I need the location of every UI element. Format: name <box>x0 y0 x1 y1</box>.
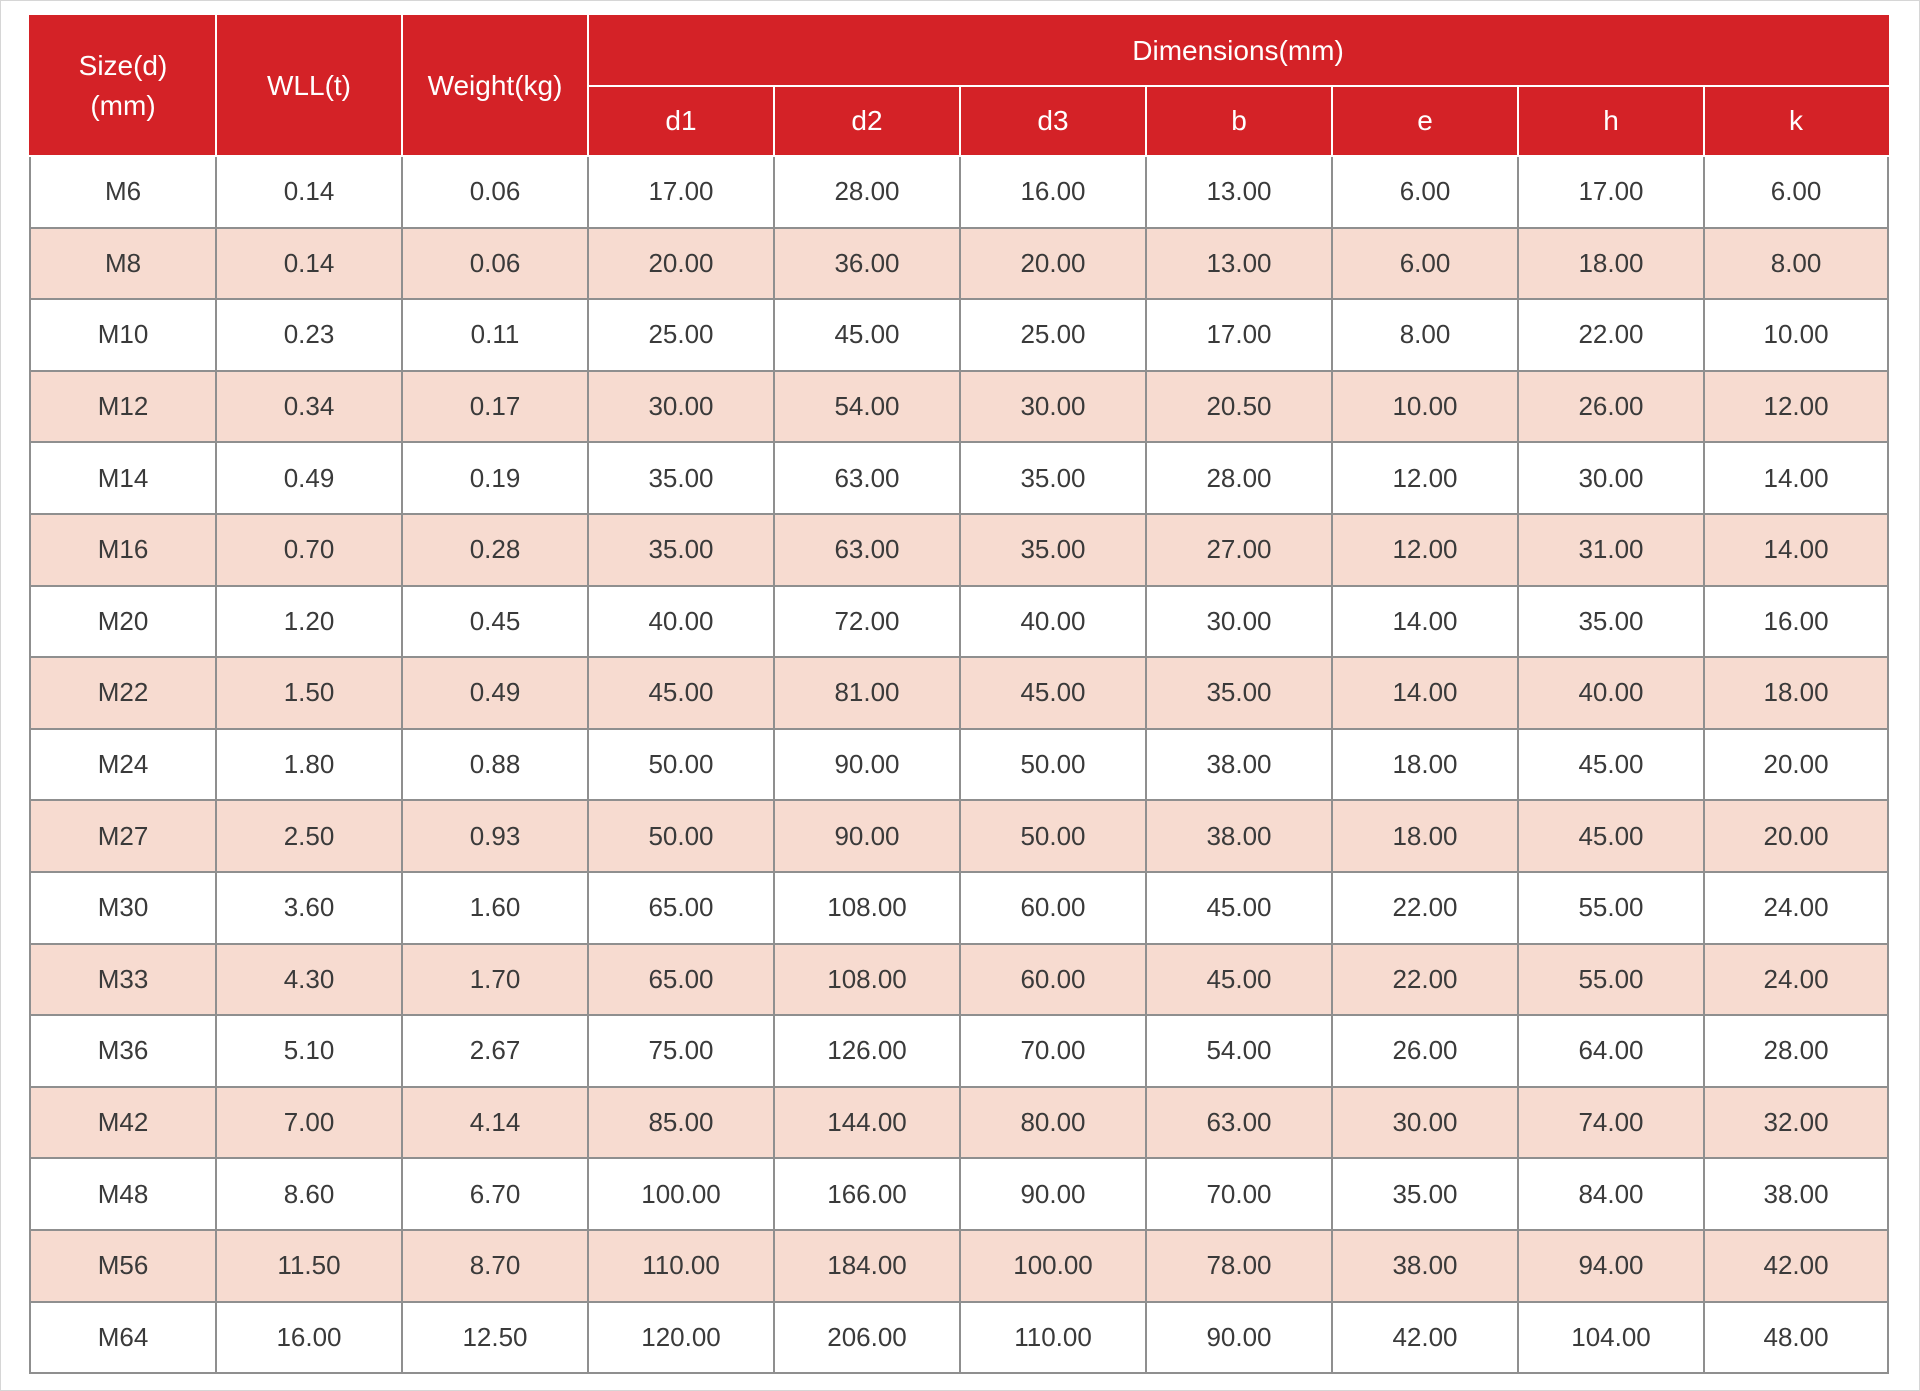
cell-d1: 20.00 <box>588 228 774 300</box>
cell-weight: 0.19 <box>402 442 588 514</box>
cell-weight: 0.88 <box>402 729 588 801</box>
cell-d3: 40.00 <box>960 586 1146 658</box>
cell-d1: 40.00 <box>588 586 774 658</box>
cell-size: M27 <box>30 800 216 872</box>
cell-d2: 108.00 <box>774 872 960 944</box>
cell-k: 32.00 <box>1704 1087 1888 1159</box>
table-row <box>30 657 1888 729</box>
cell-e: 12.00 <box>1332 442 1518 514</box>
cell-e: 10.00 <box>1332 371 1518 443</box>
cell-h: 18.00 <box>1518 228 1704 300</box>
header-d1: d1 <box>588 86 774 156</box>
cell-e: 14.00 <box>1332 586 1518 658</box>
cell-b: 35.00 <box>1146 657 1332 729</box>
table-row <box>30 299 1888 371</box>
cell-size: M16 <box>30 514 216 586</box>
cell-b: 38.00 <box>1146 800 1332 872</box>
table-row <box>30 1158 1888 1230</box>
cell-k: 12.00 <box>1704 371 1888 443</box>
cell-e: 6.00 <box>1332 156 1518 228</box>
cell-weight: 1.60 <box>402 872 588 944</box>
cell-e: 42.00 <box>1332 1302 1518 1374</box>
cell-h: 55.00 <box>1518 944 1704 1016</box>
table-row <box>30 514 1888 586</box>
cell-size: M36 <box>30 1015 216 1087</box>
cell-h: 22.00 <box>1518 299 1704 371</box>
cell-h: 35.00 <box>1518 586 1704 658</box>
cell-h: 84.00 <box>1518 1158 1704 1230</box>
cell-wll: 2.50 <box>216 800 402 872</box>
header-e: e <box>1332 86 1518 156</box>
cell-size: M42 <box>30 1087 216 1159</box>
cell-size: M56 <box>30 1230 216 1302</box>
cell-d3: 20.00 <box>960 228 1146 300</box>
cell-e: 26.00 <box>1332 1015 1518 1087</box>
cell-k: 28.00 <box>1704 1015 1888 1087</box>
cell-e: 22.00 <box>1332 944 1518 1016</box>
cell-weight: 6.70 <box>402 1158 588 1230</box>
cell-d1: 17.00 <box>588 156 774 228</box>
cell-size: M14 <box>30 442 216 514</box>
cell-size: M33 <box>30 944 216 1016</box>
cell-d1: 45.00 <box>588 657 774 729</box>
cell-weight: 0.28 <box>402 514 588 586</box>
cell-d2: 36.00 <box>774 228 960 300</box>
cell-k: 48.00 <box>1704 1302 1888 1374</box>
cell-d2: 90.00 <box>774 729 960 801</box>
cell-k: 14.00 <box>1704 442 1888 514</box>
cell-d3: 16.00 <box>960 156 1146 228</box>
cell-weight: 1.70 <box>402 944 588 1016</box>
cell-e: 12.00 <box>1332 514 1518 586</box>
cell-k: 42.00 <box>1704 1230 1888 1302</box>
cell-d2: 28.00 <box>774 156 960 228</box>
cell-e: 18.00 <box>1332 729 1518 801</box>
header-d3: d3 <box>960 86 1146 156</box>
cell-weight: 0.93 <box>402 800 588 872</box>
cell-h: 45.00 <box>1518 729 1704 801</box>
cell-weight: 0.06 <box>402 156 588 228</box>
cell-weight: 4.14 <box>402 1087 588 1159</box>
cell-b: 38.00 <box>1146 729 1332 801</box>
header-k: k <box>1704 86 1888 156</box>
cell-d1: 35.00 <box>588 514 774 586</box>
table-row <box>30 442 1888 514</box>
cell-h: 40.00 <box>1518 657 1704 729</box>
cell-d1: 120.00 <box>588 1302 774 1374</box>
cell-b: 20.50 <box>1146 371 1332 443</box>
cell-d2: 144.00 <box>774 1087 960 1159</box>
cell-k: 10.00 <box>1704 299 1888 371</box>
cell-b: 28.00 <box>1146 442 1332 514</box>
table-row <box>30 228 1888 300</box>
cell-k: 6.00 <box>1704 156 1888 228</box>
cell-d3: 45.00 <box>960 657 1146 729</box>
cell-wll: 1.80 <box>216 729 402 801</box>
cell-h: 55.00 <box>1518 872 1704 944</box>
cell-e: 14.00 <box>1332 657 1518 729</box>
cell-size: M64 <box>30 1302 216 1374</box>
table-row <box>30 371 1888 443</box>
cell-d3: 35.00 <box>960 514 1146 586</box>
cell-d2: 206.00 <box>774 1302 960 1374</box>
table-row <box>30 944 1888 1016</box>
table-row <box>30 800 1888 872</box>
cell-d2: 72.00 <box>774 586 960 658</box>
cell-h: 74.00 <box>1518 1087 1704 1159</box>
cell-d1: 50.00 <box>588 729 774 801</box>
cell-wll: 0.34 <box>216 371 402 443</box>
cell-size: M20 <box>30 586 216 658</box>
header-weight: Weight(kg) <box>402 16 588 156</box>
table-header <box>30 16 1888 156</box>
cell-k: 38.00 <box>1704 1158 1888 1230</box>
table-row <box>30 1087 1888 1159</box>
cell-size: M30 <box>30 872 216 944</box>
cell-size: M48 <box>30 1158 216 1230</box>
cell-b: 63.00 <box>1146 1087 1332 1159</box>
cell-d3: 60.00 <box>960 944 1146 1016</box>
cell-b: 90.00 <box>1146 1302 1332 1374</box>
cell-e: 18.00 <box>1332 800 1518 872</box>
cell-wll: 1.50 <box>216 657 402 729</box>
cell-d2: 63.00 <box>774 514 960 586</box>
table-row <box>30 156 1888 228</box>
cell-k: 14.00 <box>1704 514 1888 586</box>
cell-h: 17.00 <box>1518 156 1704 228</box>
cell-d1: 110.00 <box>588 1230 774 1302</box>
cell-h: 104.00 <box>1518 1302 1704 1374</box>
cell-size: M6 <box>30 156 216 228</box>
cell-d3: 30.00 <box>960 371 1146 443</box>
cell-weight: 0.17 <box>402 371 588 443</box>
table-row <box>30 1302 1888 1374</box>
cell-d2: 54.00 <box>774 371 960 443</box>
cell-d1: 75.00 <box>588 1015 774 1087</box>
cell-d2: 126.00 <box>774 1015 960 1087</box>
cell-d2: 63.00 <box>774 442 960 514</box>
cell-d2: 184.00 <box>774 1230 960 1302</box>
cell-b: 70.00 <box>1146 1158 1332 1230</box>
cell-k: 20.00 <box>1704 729 1888 801</box>
header-wll: WLL(t) <box>216 16 402 156</box>
cell-wll: 16.00 <box>216 1302 402 1374</box>
cell-d2: 45.00 <box>774 299 960 371</box>
cell-d1: 65.00 <box>588 872 774 944</box>
cell-h: 30.00 <box>1518 442 1704 514</box>
cell-d3: 50.00 <box>960 800 1146 872</box>
cell-wll: 0.70 <box>216 514 402 586</box>
cell-e: 22.00 <box>1332 872 1518 944</box>
cell-d3: 110.00 <box>960 1302 1146 1374</box>
cell-b: 78.00 <box>1146 1230 1332 1302</box>
cell-d3: 90.00 <box>960 1158 1146 1230</box>
cell-wll: 1.20 <box>216 586 402 658</box>
table-row <box>30 872 1888 944</box>
cell-e: 8.00 <box>1332 299 1518 371</box>
cell-wll: 11.50 <box>216 1230 402 1302</box>
header-dimensions: Dimensions(mm) <box>588 16 1888 86</box>
cell-d3: 80.00 <box>960 1087 1146 1159</box>
table-row <box>30 1230 1888 1302</box>
cell-wll: 0.14 <box>216 156 402 228</box>
cell-e: 38.00 <box>1332 1230 1518 1302</box>
cell-size: M12 <box>30 371 216 443</box>
cell-d1: 85.00 <box>588 1087 774 1159</box>
cell-wll: 7.00 <box>216 1087 402 1159</box>
header-size-line2: (mm) <box>90 90 156 121</box>
cell-d3: 25.00 <box>960 299 1146 371</box>
cell-weight: 0.11 <box>402 299 588 371</box>
cell-d3: 100.00 <box>960 1230 1146 1302</box>
cell-d2: 81.00 <box>774 657 960 729</box>
table-row <box>30 586 1888 658</box>
cell-d1: 50.00 <box>588 800 774 872</box>
cell-b: 54.00 <box>1146 1015 1332 1087</box>
cell-b: 13.00 <box>1146 228 1332 300</box>
cell-d1: 35.00 <box>588 442 774 514</box>
cell-wll: 5.10 <box>216 1015 402 1087</box>
cell-d2: 90.00 <box>774 800 960 872</box>
cell-size: M8 <box>30 228 216 300</box>
cell-weight: 0.45 <box>402 586 588 658</box>
header-d2: d2 <box>774 86 960 156</box>
header-h: h <box>1518 86 1704 156</box>
cell-d3: 35.00 <box>960 442 1146 514</box>
cell-wll: 0.14 <box>216 228 402 300</box>
cell-weight: 0.49 <box>402 657 588 729</box>
cell-k: 20.00 <box>1704 800 1888 872</box>
cell-k: 24.00 <box>1704 872 1888 944</box>
cell-d2: 166.00 <box>774 1158 960 1230</box>
cell-h: 26.00 <box>1518 371 1704 443</box>
cell-b: 45.00 <box>1146 872 1332 944</box>
cell-e: 35.00 <box>1332 1158 1518 1230</box>
cell-d1: 65.00 <box>588 944 774 1016</box>
cell-size: M22 <box>30 657 216 729</box>
cell-weight: 8.70 <box>402 1230 588 1302</box>
cell-h: 45.00 <box>1518 800 1704 872</box>
cell-size: M10 <box>30 299 216 371</box>
cell-h: 94.00 <box>1518 1230 1704 1302</box>
cell-wll: 0.23 <box>216 299 402 371</box>
cell-weight: 0.06 <box>402 228 588 300</box>
cell-h: 64.00 <box>1518 1015 1704 1087</box>
specification-table <box>29 15 1889 1374</box>
cell-k: 8.00 <box>1704 228 1888 300</box>
cell-b: 13.00 <box>1146 156 1332 228</box>
header-size <box>30 16 216 156</box>
cell-d3: 50.00 <box>960 729 1146 801</box>
cell-weight: 12.50 <box>402 1302 588 1374</box>
cell-d2: 108.00 <box>774 944 960 1016</box>
cell-b: 27.00 <box>1146 514 1332 586</box>
cell-wll: 8.60 <box>216 1158 402 1230</box>
cell-d1: 25.00 <box>588 299 774 371</box>
cell-size: M24 <box>30 729 216 801</box>
cell-wll: 0.49 <box>216 442 402 514</box>
cell-k: 24.00 <box>1704 944 1888 1016</box>
cell-e: 30.00 <box>1332 1087 1518 1159</box>
cell-d3: 70.00 <box>960 1015 1146 1087</box>
cell-b: 30.00 <box>1146 586 1332 658</box>
header-size-line1: Size(d) <box>78 50 168 81</box>
table-body <box>30 156 1888 1373</box>
cell-d1: 100.00 <box>588 1158 774 1230</box>
cell-k: 18.00 <box>1704 657 1888 729</box>
cell-e: 6.00 <box>1332 228 1518 300</box>
table-row <box>30 1015 1888 1087</box>
table-row <box>30 729 1888 801</box>
cell-h: 31.00 <box>1518 514 1704 586</box>
cell-b: 45.00 <box>1146 944 1332 1016</box>
header-b: b <box>1146 86 1332 156</box>
cell-b: 17.00 <box>1146 299 1332 371</box>
cell-k: 16.00 <box>1704 586 1888 658</box>
cell-wll: 4.30 <box>216 944 402 1016</box>
cell-weight: 2.67 <box>402 1015 588 1087</box>
cell-d1: 30.00 <box>588 371 774 443</box>
cell-wll: 3.60 <box>216 872 402 944</box>
cell-d3: 60.00 <box>960 872 1146 944</box>
